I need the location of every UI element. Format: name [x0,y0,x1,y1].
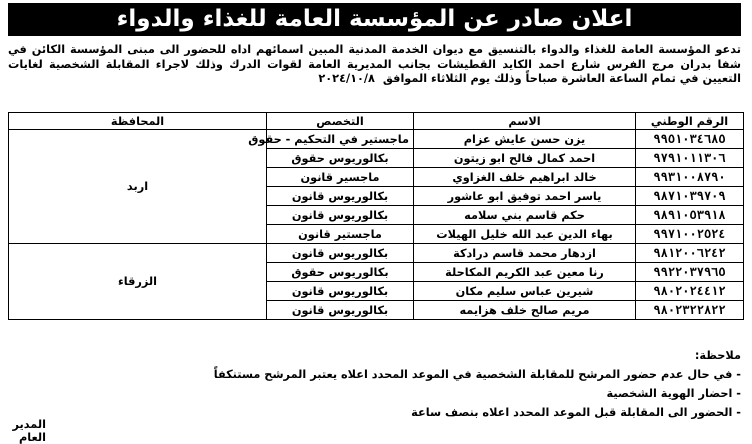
specialty-cell: ماجستير قانون [267,225,414,244]
national-id-cell: ٩٨٠٢٠٢٤٤١٢ [636,282,744,301]
governorate-cell: اربد [9,130,267,244]
specialty-cell: بكالوريوس قانون [267,206,414,225]
governorate-cell: الزرقاء [9,244,267,320]
national-id-cell: ٩٨٠٢٣٢٢٨٢٢ [636,301,744,320]
name-cell: ياسر احمد توفيق ابو عاشور [414,187,636,206]
header-governorate: المحافظة [9,113,267,130]
name-cell: يزن حسن عايش عزام [414,130,636,149]
candidates-table [8,112,744,320]
specialty-cell: بكالوريوس قانون [267,187,414,206]
table-header-row [9,113,744,130]
name-cell: رنا معين عبد الكريم المكاحلة [414,263,636,282]
national-id-cell: ٩٧٩١٠١١٣٠٦ [636,149,744,168]
announcement-title: اعلان صادر عن المؤسسة العامة للغذاء والدواء [8,3,741,36]
name-cell: احمد كمال فالح ابو زيتون [414,149,636,168]
notes-title: ملاحظة: [694,349,741,362]
national-id-cell: ٩٩٧١٠٠٢٥٢٤ [636,225,744,244]
name-cell: خالد ابراهيم خلف الغزاوي [414,168,636,187]
note-item: - في حال عدم حضور المرشح للمقابلة الشخصية في الموعد المحدد اعلاه يعتبر المرشح مستنكفاً [213,368,741,381]
national-id-cell: ٩٨٧١٠٣٩٧٠٩ [636,187,744,206]
national-id-cell: ٩٩٢٢٠٣٧٩٦٥ [636,263,744,282]
note-item: - الحضور الى المقابلة قبل الموعد المحدد اعلاه بنصف ساعة [411,406,741,419]
national-id-cell: ٩٩٥١٠٣٤٦٨٥ [636,130,744,149]
intro-paragraph [8,43,741,87]
national-id-cell: ٩٨٩١٠٥٣٩١٨ [636,206,744,225]
name-cell: حكم قاسم بني سلامه [414,206,636,225]
national-id-cell: ٩٨١٢٠٠٦٢٤٢ [636,244,744,263]
specialty-cell: بكالوريوس حقوق [267,263,414,282]
specialty-cell: بكالوريوس قانون [267,301,414,320]
name-cell: ازدهار محمد قاسم درادكة [414,244,636,263]
national-id-cell: ٩٩٣١٠٠٨٧٩٠ [636,168,744,187]
interview-date: ٢٠٢٤/١٠/٨ [318,72,375,85]
notes-section [8,346,741,422]
header-name: الاسم [414,113,636,130]
table-row [9,130,744,149]
header-national-id: الرقم الوطني [636,113,744,130]
note-item: - احضار الهوية الشخصية [606,387,741,400]
name-cell: شيرين عباس سليم مكان [414,282,636,301]
signature-label: المدير العام [12,418,46,444]
specialty-cell: بكالوريوس حقوق [267,149,414,168]
specialty-cell: بكالوريوس قانون [267,244,414,263]
name-cell: بهاء الدين عبد الله خليل الهيلات [414,225,636,244]
specialty-cell: ماجستير في التحكيم - حقوق [267,130,414,149]
specialty-cell: بكالوريوس قانون [267,282,414,301]
table-row [9,244,744,263]
specialty-cell: ماجسير قانون [267,168,414,187]
intro-text: تدعو المؤسسة العامة للغذاء والدواء بالتنسيق مع ديوان الخدمة المدنية المبين اسمائهم اداه للحضور الى مبنى المؤسسة الكائن في شفا بدران مرج الفرس شارع احمد الكايد القطيشات بجانب المديرية العامة لقوات الدرك وذلك لاجراء المقابلة الشخصية لغايات التعيين في تمام الساعة العاشرة صباحاً وذلك يوم الثلاثاء الموافق [8,43,741,85]
name-cell: مريم صالح خلف هزايمه [414,301,636,320]
header-specialty: التخصص [267,113,414,130]
